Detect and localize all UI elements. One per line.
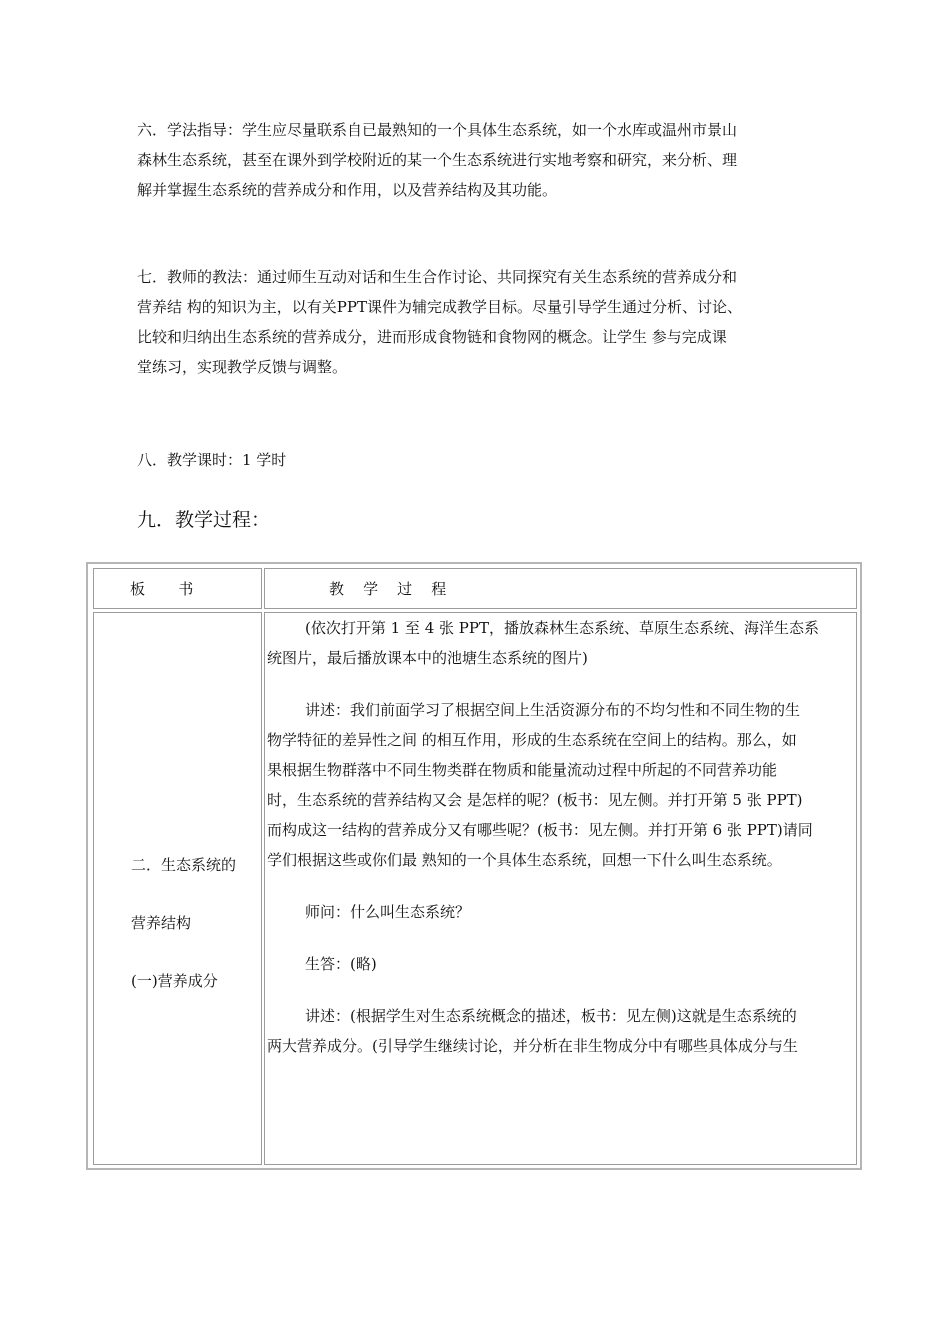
text-line: 讲述：我们前面学习了根据空间上生活资源分布的不均匀性和不同生物的生 [305,701,801,719]
text-line: 而构成这一结构的营养成分又有哪些呢？(板书：见左侧。并打开第 6 张 PPT)请同 [267,821,813,839]
process-cell [264,612,857,1165]
section-8-class-hours [137,445,827,475]
text-line: 讲述：(根据学生对生态系统概念的描述，板书：见左侧)这就是生态系统的 [305,1007,797,1025]
text-line: (依次打开第 1 至 4 张 PPT，播放森林生态系统、草原生态系统、海洋生态系 [305,619,819,637]
blackboard-item: 营养结构 [131,914,192,932]
teaching-process-table [86,562,862,1170]
section-7-teaching-method [137,262,827,382]
blackboard-item: (一)营养成分 [131,972,218,990]
text-line: 两大营养成分。(引导学生继续讨论，并分析在非生物成分中有哪些具体成分与生 [267,1037,798,1055]
text-line: 时，生态系统的营养结构又会 是怎样的呢？(板书：见左侧。并打开第 5 张 PPT) [267,791,803,809]
header-teaching-process-label: 教 学 过 程 [329,580,447,598]
text-line: 比较和归纳出生态系统的营养成分，进而形成食物链和食物网的概念。让学生 参与完成课 [137,328,727,346]
text-line: 学们根据这些或你们最 熟知的一个具体生态系统，回想一下什么叫生态系统。 [267,851,782,869]
header-teaching-process [264,568,857,609]
text-line: 森林生态系统，甚至在课外到学校附近的某一个生态系统进行实地考察和研究，来分析、理 [137,151,738,169]
text-line: 物学特征的差异性之间 的相互作用，形成的生态系统在空间上的结构。那么，如 [267,731,797,749]
process-text [267,613,857,1061]
blackboard-cell [93,612,262,1165]
text-line: 解并掌握生态系统的营养成分和作用，以及营养结构及其功能。 [137,181,558,199]
text-line: 六．学法指导：学生应尽量联系自已最熟知的一个具体生态系统，如一个水库或温州市景山 [137,121,738,139]
section-6-study-guidance [137,115,827,205]
text-line: 生答：(略) [305,955,377,973]
section-9-title: 九．教学过程： [137,509,271,531]
header-blackboard-label: 板 书 [130,580,194,598]
text-line: 果根据生物群落中不同生物类群在物质和能量流动过程中所起的不同营养功能 [267,761,778,779]
text-line: 七．教师的教法：通过师生互动对话和生生合作讨论、共同探究有关生态系统的营养成分和 [137,268,738,286]
header-blackboard [93,568,262,609]
text-line: 营养结 构的知识为主，以有关PPT课件为辅完成教学目标。尽量引导学生通过分析、讨论、 [137,298,742,316]
text-line: 师问：什么叫生态系统？ [305,903,471,921]
text-line: 堂练习，实现教学反馈与调整。 [137,358,348,376]
blackboard-item: 二．生态系统的 [131,856,237,874]
text-line: 八．教学课时：1 学时 [137,451,287,469]
text-line: 统图片，最后播放课本中的池塘生态系统的图片) [267,649,588,667]
